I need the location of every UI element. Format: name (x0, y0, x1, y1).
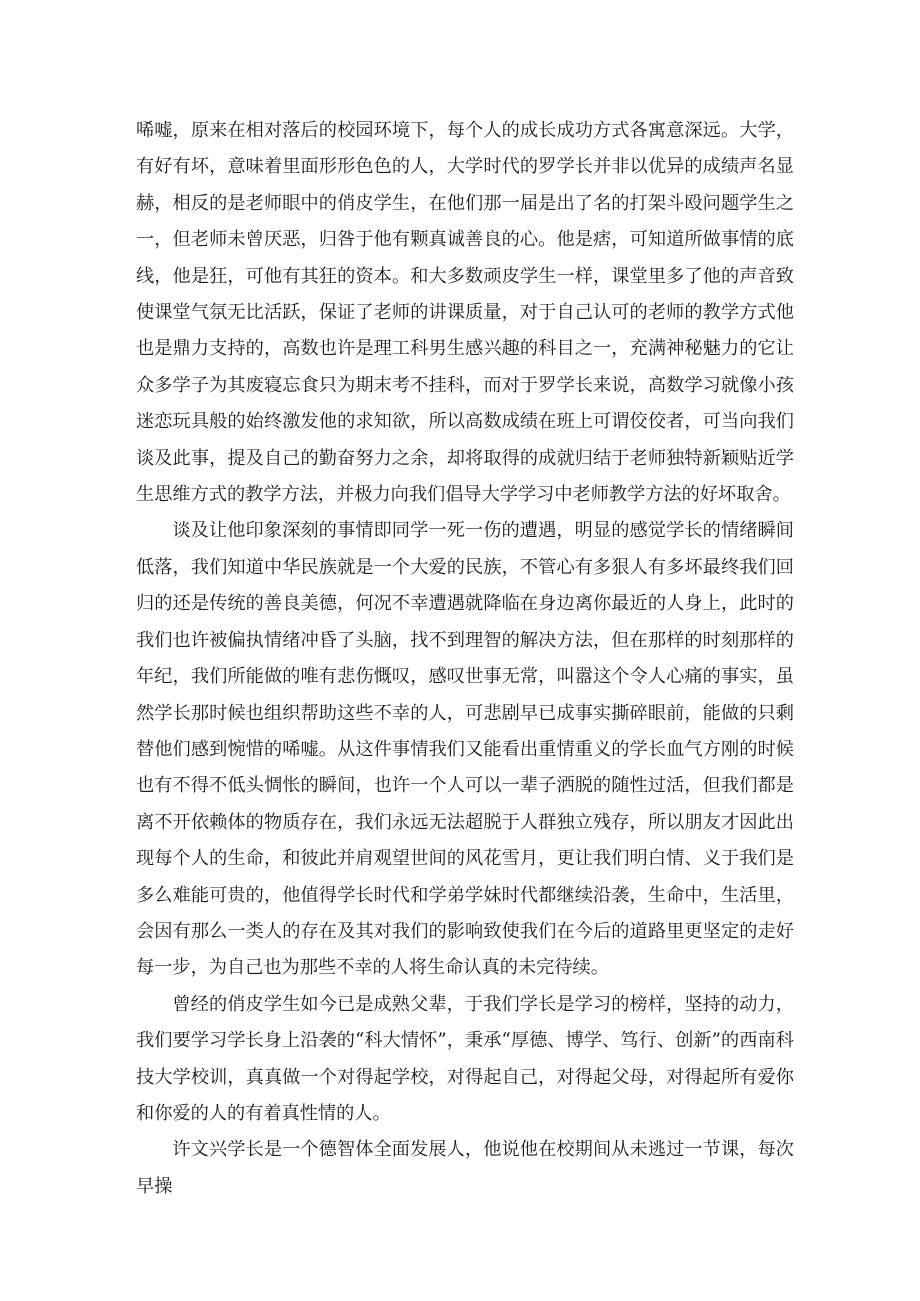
paragraph-1: 唏嘘，原来在相对落后的校园环境下，每个人的成长成功方式各寓意深远。大学，有好有坏，意味着里面形形色色的人，大学时代的罗学长并非以优异的成绩声名显赫，相反的是老师眼中的俏皮学生，在他们那一届是出了名的打架斗殴问题学生之一，但老师未曾厌恶，归咎于他有颗真诚善良的心。他是痞，可知道所做事情的底线，他是狂，可他有其狂的资本。和大多数顽皮学生一样，课堂里多了他的声音致使课堂气氛无比活跃，保证了老师的讲课质量，对于自己认可的老师的教学方式他也是鼎力支持的，高数也许是理工科男生感兴趣的科目之一，充满神秘魅力的它让众多学子为其废寝忘食只为期末考不挂科，而对于罗学长来说，高数学习就像小孩迷恋玩具般的始终激发他的求知欲，所以高数成绩在班上可谓佼佼者，可当向我们谈及此事，提及自己的勤奋努力之余，却将取得的成就归结于老师独特新颖贴近学生思维方式的教学方法，并极力向我们倡导大学学习中老师教学方法的好坏取舍。 (136, 120, 794, 506)
document-body (136, 113, 794, 1205)
paragraph-2: 谈及让他印象深刻的事情即同学一死一伤的遭遇，明显的感觉学长的情绪瞬间低落，我们知道中华民族就是一个大爱的民族，不管心有多狠人有多坏最终我们回归的还是传统的善良美德，何况不幸遭遇就降临在身边离你最近的人身上，此时的我们也许被偏执情绪冲昏了头脑，找不到理智的解决方法，但在那样的时刻那样的年纪，我们所能做的唯有悲伤慨叹，感叹世事无常，叫嚣这个令人心痛的事实，虽然学长那时候也组织帮助这些不幸的人，可悲剧早已成事实撕碎眼前，能做的只剩替他们感到惋惜的唏嘘。从这件事情我们又能看出重情重义的学长血气方刚的时候也有不得不低头惆怅的瞬间，也许一个人可以一辈子洒脱的随性过活，但我们都是离不开依赖体的物质存在，我们永远无法超脱于人群独立残存，所以朋友才因此出现每个人的生命，和彼此并肩观望世间的风花雪月，更让我们明白情、义于我们是多么难能可贵的，他值得学长时代和学弟学妹时代都继续沿袭，生命中，生活里，会因有那么一类人的存在及其对我们的影响致使我们在今后的道路里更坚定的走好每一步，为自己也为那些不幸的人将生命认真的未完待续。 (136, 520, 794, 979)
paragraph-4: 许文兴学长是一个德智体全面发展人，他说他在校期间从未逃过一节课，每次早操 (136, 1139, 794, 1197)
paragraph-3: 曾经的俏皮学生如今已是成熟父辈，于我们学长是学习的榜样，坚持的动力，我们要学习学长身上沿袭的“科大情怀”，秉承“厚德、博学、笃行、创新”的西南科技大学校训，真真做一个对得起学校，对得起自己，对得起父母，对得起所有爱你和你爱的人的有着真性情的人。 (136, 993, 794, 1124)
